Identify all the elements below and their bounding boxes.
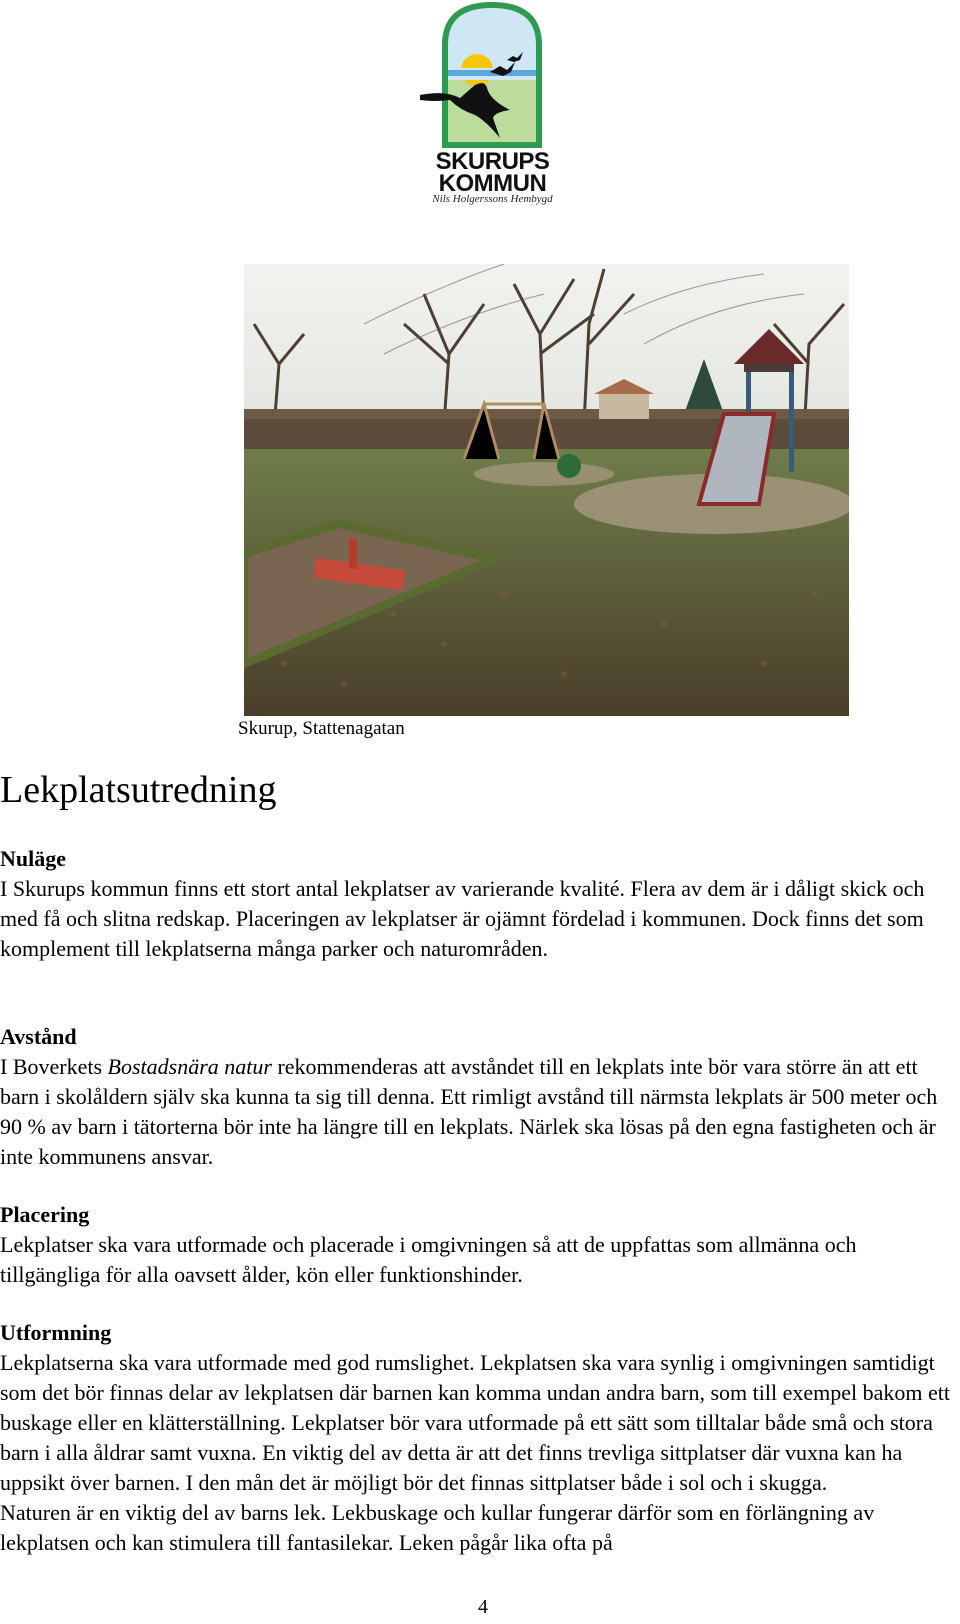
logo-emblem-icon (415, 0, 570, 150)
page-number: 4 (478, 1596, 488, 1618)
section-paragraph: I Skurups kommun finns ett stort antal lekplatser av varierande kvalité. Flera av dem är i dåligt skick och med få och slitna redskap. Placeringen av lekplatser är ojämnt fördelad i kommunen. Dock finns det som komplement till lekplatserna många parker och naturområden. (0, 876, 925, 961)
section-heading: Nuläge (0, 846, 66, 871)
section-paragraph (0, 1052, 960, 1172)
section-heading: Avstånd (0, 1024, 77, 1049)
photo-caption: Skurup, Stattenagatan (238, 718, 405, 739)
section-paragraph: Lekplatserna ska vara utformade med god rumslighet. Lekplatsen ska vara synlig i omgivningen samtidigt som det bör finnas delar av lekplatsen där barnen kan komma undan andra barn, som till exempel bakom ett buskage eller en klätterställning. Lekplatser bör vara utformade på ett sätt som tilltalar både små och stora barn i alla åldrar samt vuxna. En viktig del av detta är att det finns trevliga sittplatser där vuxna kan ha uppsikt över barnen. I den mån det är möjligt bör det finnas sittplatser både i sol och i skugga. (0, 1350, 950, 1495)
section-utformning (0, 1318, 960, 1558)
publication-title: Bostadsnära natur (107, 1054, 272, 1079)
section-nulage (0, 844, 960, 964)
section-heading: Utformning (0, 1320, 112, 1345)
page-title: Lekplatsutredning (0, 769, 277, 811)
logo-name-line2: KOMMUN (438, 170, 547, 197)
section-heading: Placering (0, 1202, 90, 1227)
logo-tagline: Nils Holgerssons Hembygd (432, 193, 553, 205)
section-avstand (0, 1022, 960, 1172)
section-placering (0, 1200, 960, 1290)
playground-photo (244, 264, 849, 716)
logo-name-line1: SKURUPS (435, 148, 550, 175)
skurups-kommun-logo (415, 0, 570, 205)
section-paragraph: Naturen är en viktig del av barns lek. Lekbuskage och kullar fungerar därför som en förlängning av lekplatsen och kan stimulera till fantasilekar. Leken pågår lika ofta på (0, 1500, 875, 1555)
paragraph-lead: I Boverkets (0, 1054, 108, 1079)
section-paragraph: Lekplatser ska vara utformade och placerade i omgivningen så att de uppfattas som allmänna och tillgängliga för alla oavsett ålder, kön eller funktionshinder. (0, 1232, 857, 1287)
paragraph-rest: rekommenderas att avståndet till en lekplats inte bör vara större än att ett barn i skolåldern själv ska kunna ta sig till denna. Ett rimligt avstånd till närmsta lekplats är 500 meter och 90 % av barn i tätorterna bör inte ha längre till en lekplats. Närlek ska lösas på den egna fastigheten och är inte kommunens ansvar. (0, 1054, 938, 1169)
